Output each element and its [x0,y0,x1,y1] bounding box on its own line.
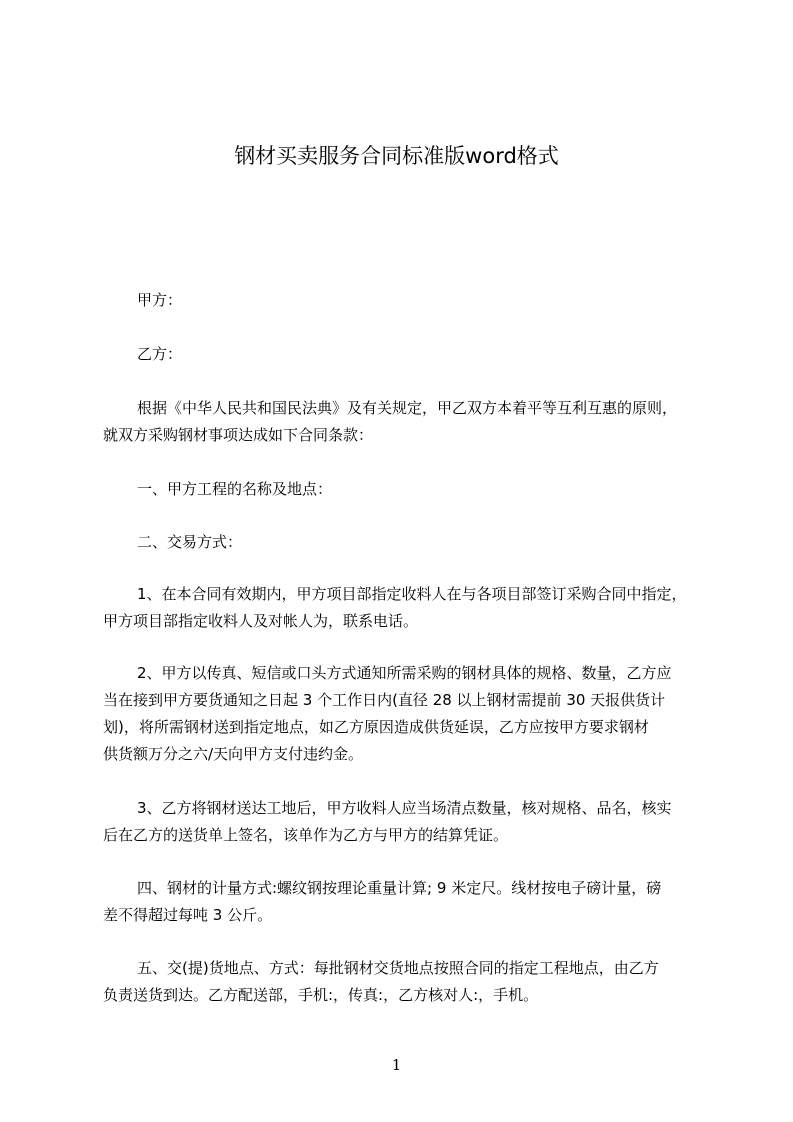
clause-3-line: 3、乙方将钢材送达工地后，甲方收料人应当场清点数量，核对规格、品名，核实 [137,799,672,817]
clause-2-line: 当在接到甲方要货通知之日起 3 个工作日内(直径 28 以上钢材需提前 30 天报供货计 [103,691,666,709]
clause-1-paragraph [103,581,723,635]
section-5-line: 负责送货到达。乙方配送部，手机:，传真:，乙方核对人:，手机。 [103,986,539,1004]
section-2-heading [103,529,723,556]
party-a-line [103,287,723,314]
preamble-line: 根据《中华人民共和国民法典》及有关规定，甲乙双方本着平等互利互惠的原则， [137,399,678,417]
clause-2-line: 2、甲方以传真、短信或口头方式通知所需采购的钢材具体的规格、数量，乙方应 [137,664,672,682]
clause-2-line: 供货额万分之六/天向甲方支付违约金。 [103,745,364,763]
section-4-line: 差不得超过每吨 3 公斤。 [103,906,273,924]
party-b-line [103,341,723,368]
preamble-paragraph [103,395,723,449]
section-5-line: 五、交(提)货地点、方式：每批钢材交货地点按照合同的指定工程地点，由乙方 [137,959,659,977]
preamble-line: 就双方采购钢材事项达成如下合同条款： [103,426,374,444]
section-5-paragraph [103,955,723,1009]
section-1-heading-text: 一、甲方工程的名称及地点： [137,480,333,498]
section-1-heading [103,476,723,503]
clause-3-line: 后在乙方的送货单上签名，该单作为乙方与甲方的结算凭证。 [103,826,509,844]
clause-2-line: 划)，将所需钢材送到指定地点，如乙方原因造成供货延误，乙方应按甲方要求钢材 [103,718,649,736]
section-4-line: 四、钢材的计量方式:螺纹钢按理论重量计算; 9 米定尺。线材按电子磅计量，磅 [137,879,662,897]
page-number: 1 [391,1056,402,1074]
clause-3-paragraph [103,795,723,849]
clause-1-line: 1、在本合同有效期内，甲方项目部指定收料人在与各项目部签订采购合同中指定， [137,585,687,603]
document-title: 钢材买卖服务合同标准版word格式 [234,144,559,168]
party-a-label: 甲方： [137,291,183,309]
clause-2-paragraph [103,660,723,768]
section-2-heading-text: 二、交易方式： [137,533,243,551]
party-b-label: 乙方： [137,345,183,363]
section-4-paragraph [103,875,723,929]
clause-1-line: 甲方项目部指定收料人及对帐人为，联系电话。 [103,612,419,630]
